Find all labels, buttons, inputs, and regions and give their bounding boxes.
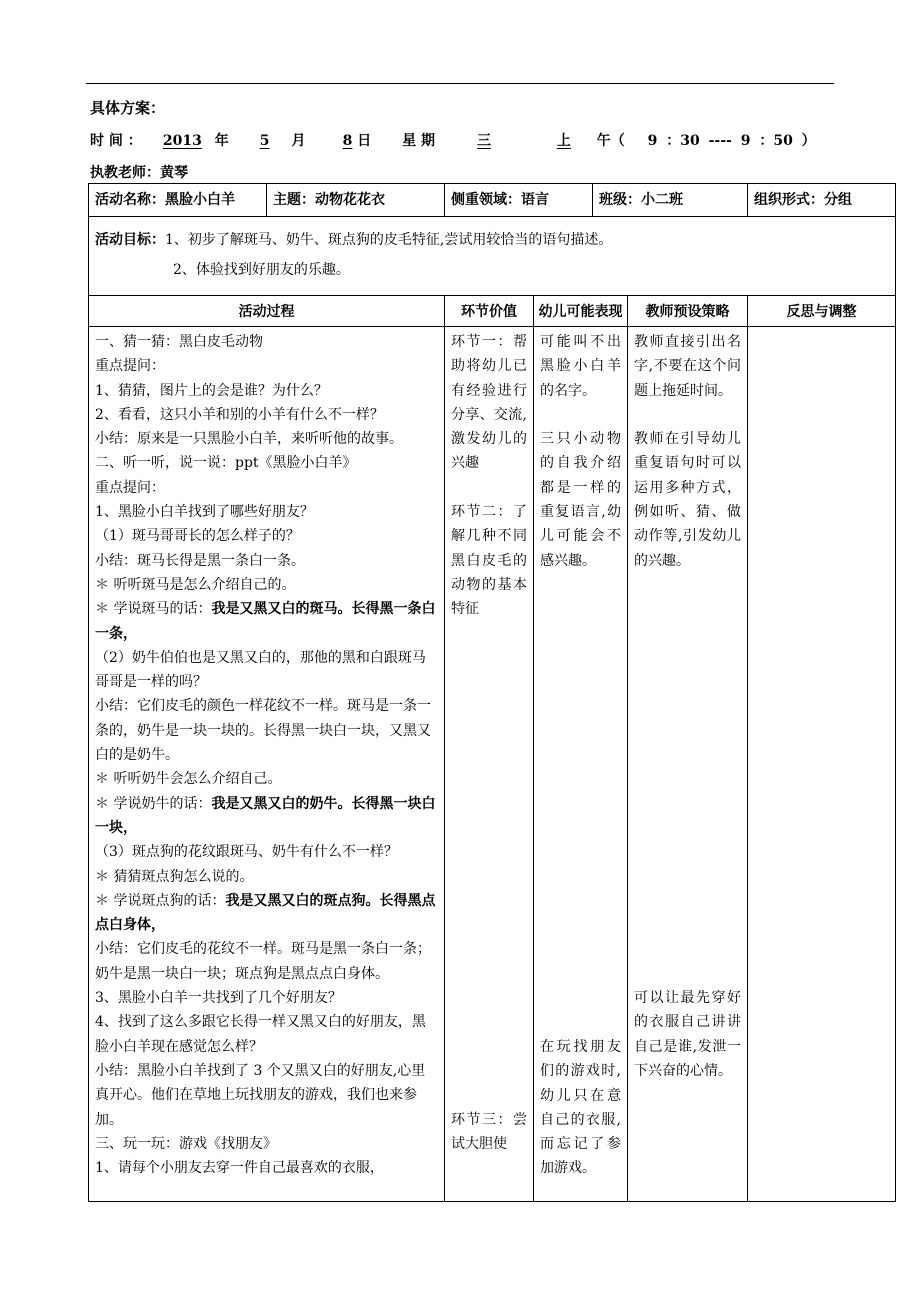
goal-2: 2、体验找到好朋友的乐趣。 bbox=[173, 262, 350, 278]
goals-row bbox=[89, 217, 896, 296]
goal-1: 1、初步了解斑马、奶牛、斑点狗的皮毛特征,尝试用较恰当的语句描述。 bbox=[165, 232, 613, 248]
process-line bbox=[95, 986, 438, 1010]
value-3: 环节三：尝试大胆使 bbox=[451, 1111, 527, 1152]
process-line bbox=[95, 865, 438, 889]
process-line-text: 4、找到了这么多跟它长得一样又黑又白的好朋友，黑脸小白羊现在感觉怎么样？ bbox=[95, 1014, 426, 1055]
process-line bbox=[95, 573, 438, 597]
month-unit: 月 bbox=[291, 133, 306, 149]
process-line bbox=[95, 354, 438, 378]
children-2: 三只小动物的自我介绍都是一样的重复语言,幼儿可能会不感兴趣。 bbox=[540, 431, 621, 569]
process-line-text: 3、黑脸小白羊一共找到了几个好朋友？ bbox=[95, 990, 342, 1007]
value-1: 环节一：帮助将幼儿已有经验进行分享、交流,激发幼儿的兴趣 bbox=[451, 334, 527, 472]
process-line-text: 重点提问： bbox=[95, 358, 165, 375]
value-2: 环节二：了解几种不同黑白皮毛的动物的基本特征 bbox=[451, 504, 527, 618]
children-1: 可能叫不出黑脸小白羊的名字。 bbox=[540, 334, 621, 399]
col-children: 幼儿可能表现 bbox=[534, 296, 628, 327]
process-line bbox=[95, 597, 438, 646]
col-value: 环节价值 bbox=[445, 296, 534, 327]
process-line bbox=[95, 646, 438, 695]
process-line-text: 小结：原来是一只黑脸小白羊，来听听他的故事。 bbox=[95, 431, 403, 448]
children-3: 在玩找朋友们的游戏时,幼儿只在意自己的衣服,而忘记了参加游戏。 bbox=[540, 1038, 621, 1177]
process-line bbox=[95, 694, 438, 767]
process-line-bold: 我是又黑又白的斑马。长得黑一条白一条， bbox=[95, 601, 436, 642]
process-line bbox=[95, 840, 438, 864]
time-line bbox=[90, 130, 816, 150]
process-line bbox=[95, 1010, 438, 1059]
process-line-text: 1、猜猜，图片上的会是谁？为什么？ bbox=[95, 382, 328, 399]
process-line-text: 小结：它们皮毛的颜色一样花纹不一样。斑马是一条一条的，奶牛是一块一块的。长得黑一块白一块，又黑又白的是奶牛。 bbox=[95, 698, 431, 764]
strategy-1: 教师直接引出名字,不要在这个问题上拖延时间。 bbox=[634, 334, 742, 399]
weekday-value: 三 bbox=[477, 133, 491, 149]
process-line-text: （3）斑点狗的花纹跟斑马、奶牛有什么不一样？ bbox=[95, 844, 398, 861]
time-range: 9 ：30 ---- 9 ：50 ） bbox=[647, 133, 816, 149]
column-header-row bbox=[89, 296, 896, 327]
process-line-text: 三、玩一玩：游戏《找朋友》 bbox=[95, 1135, 277, 1152]
process-line bbox=[95, 792, 438, 841]
process-line bbox=[95, 524, 438, 548]
day-value: 8 bbox=[342, 133, 353, 149]
process-line-text: 一、猜一猜：黑白皮毛动物 bbox=[95, 334, 263, 350]
strategy-2: 教师在引导幼儿重复语句时可以运用多种方式，例如听、猜、做动作等,引发幼儿的兴趣。 bbox=[634, 431, 742, 569]
format: 组织形式：分组 bbox=[748, 184, 896, 217]
process-line-text: 小结：它们皮毛的花纹不一样。斑马是黑一条白一条；奶牛是黑一块白一块；斑点狗是黑点点白身体。 bbox=[95, 941, 431, 982]
process-line-text: 2、看看，这只小羊和别的小羊有什么不一样？ bbox=[95, 406, 384, 423]
year-value: 2013 bbox=[162, 133, 202, 149]
process-line-text: ＊ 学说斑点狗的话： bbox=[95, 892, 226, 909]
page-heading: 具体方案： bbox=[90, 99, 166, 117]
ampm-value: 上 bbox=[556, 133, 571, 149]
process-line bbox=[95, 549, 438, 573]
process-line bbox=[95, 937, 438, 986]
month-value: 5 bbox=[259, 133, 270, 149]
children-cell bbox=[534, 327, 628, 1202]
process-line bbox=[95, 1132, 438, 1156]
reflection-cell bbox=[748, 327, 896, 1202]
process-line bbox=[95, 1059, 438, 1132]
strategy-3: 可以让最先穿好的衣服自己讲讲自己是谁,发泄一下兴奋的心情。 bbox=[634, 989, 742, 1079]
process-line bbox=[95, 403, 438, 427]
process-line bbox=[95, 379, 438, 403]
process-line bbox=[95, 1156, 438, 1180]
ampm-unit: 午（ bbox=[596, 133, 625, 149]
process-line-text: 1、黑脸小白羊找到了哪些好朋友？ bbox=[95, 504, 314, 521]
value-cell bbox=[445, 327, 534, 1202]
goals-label: 活动目标： bbox=[95, 232, 165, 248]
process-line-text: ＊ 听听斑马是怎么介绍自己的。 bbox=[95, 576, 296, 593]
process-line-text: ＊ 学说奶牛的话： bbox=[95, 795, 212, 812]
year-unit: 年 bbox=[214, 133, 229, 149]
process-line-text: 二、听一听，说一说：ppt《黑脸小白羊》 bbox=[95, 455, 357, 472]
strategy-cell bbox=[628, 327, 748, 1202]
header-row bbox=[89, 184, 896, 217]
theme: 主题：动物花花衣 bbox=[267, 184, 445, 217]
process-line-text: ＊ 学说斑马的话： bbox=[95, 601, 212, 618]
class: 班级：小二班 bbox=[593, 184, 748, 217]
process-line-text: （1）斑马哥哥长的怎么样子的？ bbox=[95, 528, 300, 545]
process-line-bold: 我是又黑又白的斑点狗。长得黑点点白身体， bbox=[95, 892, 436, 934]
process-line-text: 重点提问： bbox=[95, 479, 165, 496]
process-line-text: ＊ 听听奶牛会怎么介绍自己。 bbox=[95, 771, 282, 788]
process-line-text: 小结：黑脸小白羊找到了 3 个又黑又白的好朋友,心里真开心。他们在草地上玩找朋友的游戏，我们也来参加。 bbox=[95, 1062, 426, 1128]
col-strategy: 教师预设策略 bbox=[628, 296, 748, 327]
top-rule bbox=[86, 83, 834, 84]
process-line bbox=[95, 330, 438, 354]
process-line-bold: 我是又黑又白的奶牛。长得黑一块白一块， bbox=[95, 795, 436, 836]
activity-name: 活动名称：黑脸小白羊 bbox=[89, 184, 267, 217]
process-line bbox=[95, 427, 438, 451]
domain: 侧重领域：语言 bbox=[445, 184, 593, 217]
day-unit: 日 bbox=[357, 133, 372, 149]
process-line-text: 1、请每个小朋友去穿一件自己最喜欢的衣服， bbox=[95, 1160, 384, 1177]
lesson-plan-table bbox=[88, 183, 896, 1202]
col-reflection: 反思与调整 bbox=[748, 296, 896, 327]
teacher-line: 执教老师：黄琴 bbox=[90, 165, 188, 181]
col-process: 活动过程 bbox=[89, 296, 445, 327]
process-line-text: （2）奶牛伯伯也是又黑又白的，那他的黑和白跟斑马哥哥是一样的吗？ bbox=[95, 649, 426, 691]
content-row bbox=[89, 327, 896, 1202]
time-label: 时 间 ： bbox=[90, 133, 142, 149]
process-line bbox=[95, 767, 438, 791]
process-line bbox=[95, 889, 438, 938]
process-line bbox=[95, 451, 438, 475]
process-line-text: ＊ 猜猜斑点狗怎么说的。 bbox=[95, 868, 254, 885]
process-line bbox=[95, 500, 438, 524]
process-cell bbox=[89, 327, 445, 1202]
process-line bbox=[95, 476, 438, 500]
process-line-text: 小结：斑马长得是黑一条白一条。 bbox=[95, 552, 305, 569]
weekday-label: 星 期 bbox=[402, 133, 435, 149]
